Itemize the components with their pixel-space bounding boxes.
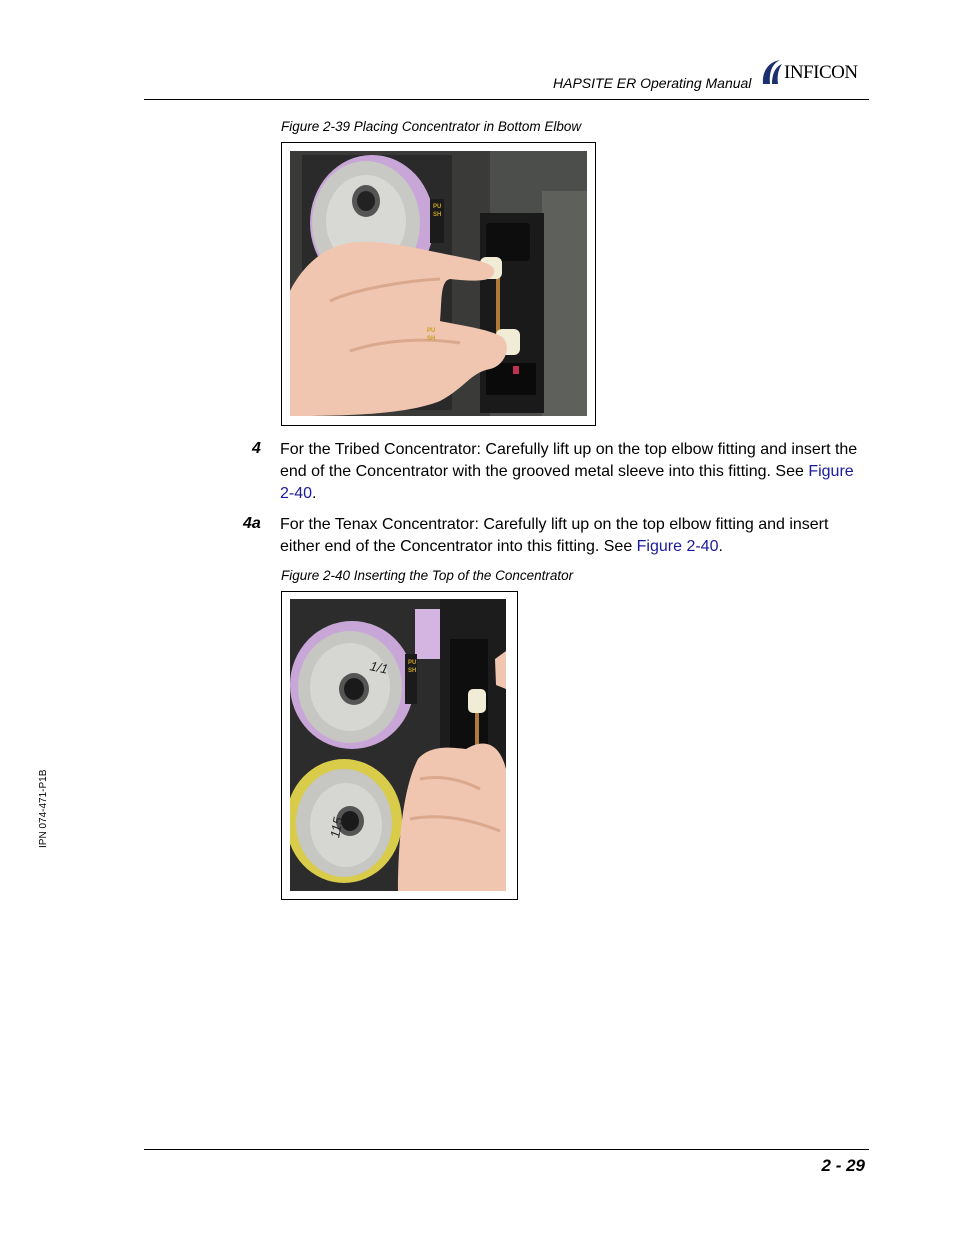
step-body: For the Tribed Concentrator: Carefully lift up on the top elbow fitting and insert the end of the Concentrator with the grooved metal sleeve into this fitting. See xyxy=(280,441,858,480)
canister-tag-top: 1/1 xyxy=(368,658,390,677)
concentrator-bottom-photo xyxy=(290,151,587,416)
page-number: 2 - 29 xyxy=(821,1156,865,1175)
figure-frame xyxy=(281,142,596,426)
inficon-logo xyxy=(760,58,874,86)
header-rule xyxy=(144,99,869,100)
canister-tag-bottom: 115 xyxy=(327,815,346,840)
logo-wordmark: INFICON xyxy=(784,62,858,83)
push-label-bottom: PUSH xyxy=(427,328,436,342)
figure-frame xyxy=(281,591,518,900)
concentrator-top-photo xyxy=(290,599,506,891)
footer-rule xyxy=(144,1149,869,1150)
figure-caption: Figure 2-40 Inserting the Top of the Concentrator xyxy=(281,568,574,583)
step-text xyxy=(280,439,870,505)
push-label-top: PUSH xyxy=(433,204,442,218)
step-body: For the Tenax Concentrator: Carefully lift up on the top elbow fitting and insert either end of the Concentrator into this fitting. See xyxy=(280,516,829,555)
figure-link[interactable]: Figure 2-40 xyxy=(280,463,854,502)
step-text xyxy=(280,514,870,558)
figure-link[interactable]: Figure 2-40 xyxy=(636,538,719,555)
manual-title: HAPSITE ER Operating Manual xyxy=(553,75,752,91)
step-end: . xyxy=(312,485,317,502)
push-label: PUSH xyxy=(408,660,417,674)
step-number: 4a xyxy=(243,515,261,532)
document-ipn: IPN 074-471-P1B xyxy=(38,769,49,848)
step-end: . xyxy=(718,538,723,555)
figure-caption: Figure 2-39 Placing Concentrator in Bottom Elbow xyxy=(281,119,582,134)
step-number: 4 xyxy=(252,440,261,457)
inficon-logo-icon xyxy=(760,58,784,86)
